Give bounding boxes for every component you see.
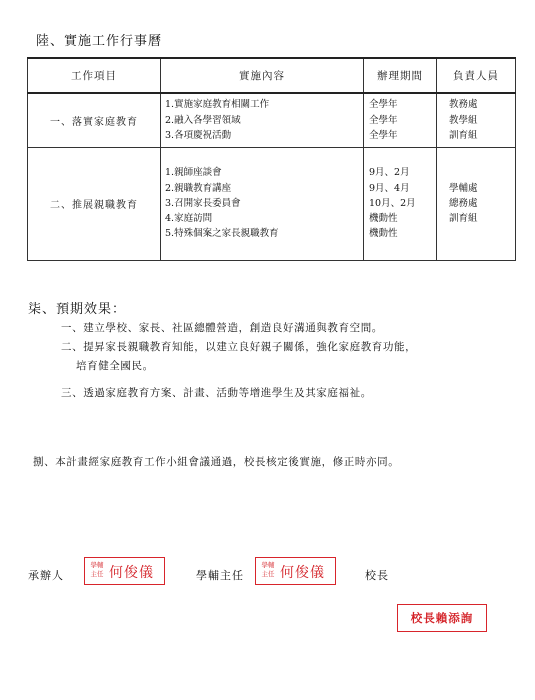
row-category: 一、落實家庭教育 xyxy=(28,93,161,147)
expected-effect-2-cont: 培育健全國民。 xyxy=(76,360,154,372)
list-item: 3.各項慶祝活動 xyxy=(165,129,232,141)
period-value: 機動性 xyxy=(369,213,398,225)
list-item: 4.家庭訪問 xyxy=(165,213,213,225)
expected-effect-1: 一、建立學校、家長、社區總體營造，創造良好溝通與教育空間。 xyxy=(61,322,383,334)
section-8-text: 捌、本計畫經家庭教育工作小組會議通過，校長核定後實施，修正時亦同。 xyxy=(33,456,400,468)
seal-name: 何俊儀 xyxy=(109,565,154,581)
table-header-row xyxy=(28,58,516,93)
period-value: 9月、2月 xyxy=(369,167,410,179)
expected-effect-3: 三、透過家庭教育方案、計畫、活動等增進學生及其家庭福祉。 xyxy=(61,387,372,399)
seal-name: 何俊儀 xyxy=(280,565,325,581)
director-seal xyxy=(255,557,336,585)
period-value: 全學年 xyxy=(369,99,398,111)
row-owners xyxy=(437,93,516,147)
owner-value: 總務處 xyxy=(449,197,478,209)
list-item: 1.實施家庭教育相關工作 xyxy=(165,99,270,111)
list-item: 5.特殊個案之家長親職教育 xyxy=(165,228,279,240)
row-owners xyxy=(437,147,516,260)
owner-value: 教務處 xyxy=(449,99,478,111)
undertaker-label: 承辦人 xyxy=(28,569,64,582)
principal-seal: 校長賴添詢 xyxy=(397,604,487,632)
list-item: 2.親職教育講座 xyxy=(165,182,232,194)
expected-effect-2: 二、提昇家長親職教育知能，以建立良好親子關係，強化家庭教育功能， xyxy=(61,341,417,353)
table-row xyxy=(28,147,516,260)
period-value: 機動性 xyxy=(369,228,398,240)
counseling-director-label: 學輔主任 xyxy=(196,569,244,582)
owner-value: 教學組 xyxy=(449,114,478,126)
row-periods xyxy=(364,147,437,260)
owner-value: 學輔處 xyxy=(449,182,478,194)
undertaker-seal xyxy=(84,557,165,585)
row-periods xyxy=(364,93,437,147)
row-items xyxy=(161,147,364,260)
header-work-item: 工作項目 xyxy=(28,58,161,93)
row-items xyxy=(161,93,364,147)
period-value: 全學年 xyxy=(369,129,398,141)
period-value: 9月、4月 xyxy=(369,182,410,194)
period-value: 10月、2月 xyxy=(369,197,416,209)
list-item: 3.召開家長委員會 xyxy=(165,197,241,209)
header-owner: 負責人員 xyxy=(437,58,516,93)
section-6-title: 陸、實施工作行事曆 xyxy=(36,34,163,49)
table-row xyxy=(28,93,516,147)
owner-value: 訓育組 xyxy=(449,129,478,141)
seal-title: 學輔主任 xyxy=(90,561,104,578)
header-content: 實施內容 xyxy=(161,58,364,93)
list-item: 1.親師座談會 xyxy=(165,167,222,179)
period-value: 全學年 xyxy=(369,114,398,126)
list-item: 2.融入各學習領域 xyxy=(165,114,241,126)
section-7-title: 柒、預期效果： xyxy=(28,302,127,317)
header-period: 辦理期間 xyxy=(364,58,437,93)
schedule-table xyxy=(27,57,516,261)
owner-value: 訓育組 xyxy=(449,213,478,225)
principal-label: 校長 xyxy=(365,569,389,582)
row-category: 二、推展親職教育 xyxy=(28,147,161,260)
seal-title: 學輔主任 xyxy=(261,561,275,578)
